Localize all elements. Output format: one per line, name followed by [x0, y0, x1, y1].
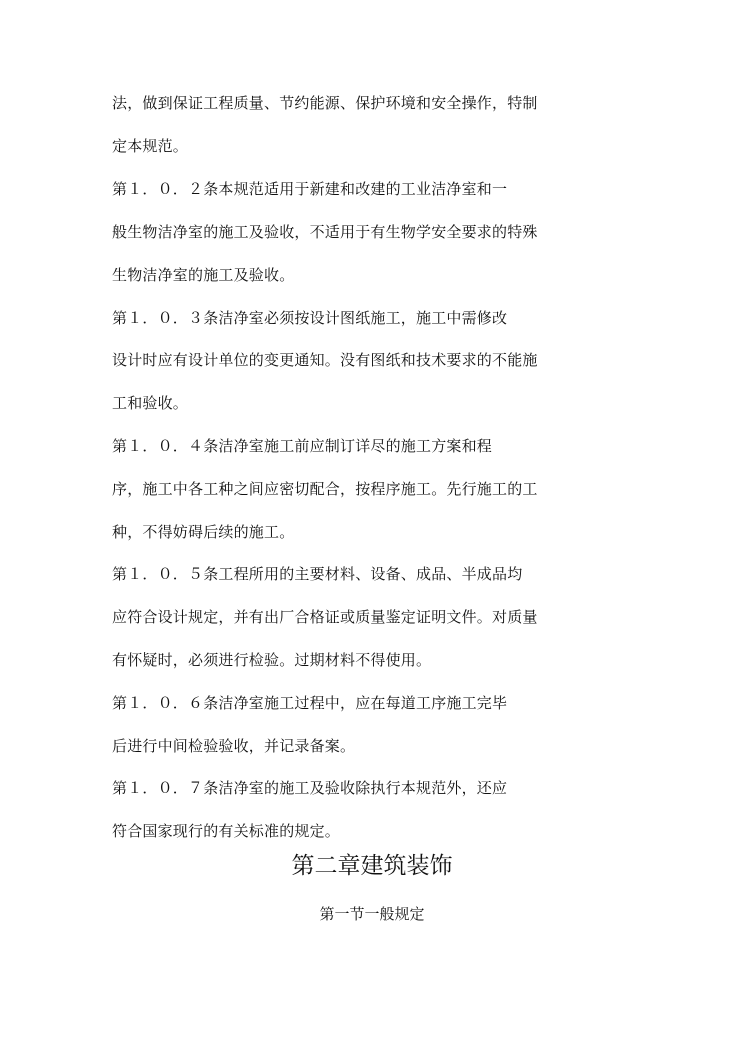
article-heading-line: 第１．０．２条本规范适用于新建和改建的工业洁净室和一 [112, 180, 508, 198]
body-text-line: 有怀疑时，必须进行检验。过期材料不得使用。 [112, 651, 432, 669]
body-text-line: 生物洁净室的施工及验收。 [112, 266, 295, 284]
body-text-line: 种，不得妨碍后续的施工。 [112, 523, 295, 541]
body-text-line: 般生物洁净室的施工及验收，不适用于有生物学安全要求的特殊 [112, 223, 538, 241]
article-heading-line: 第１．０．６条洁净室施工过程中，应在每道工序施工完毕 [112, 694, 508, 712]
body-text-line: 符合国家现行的有关标准的规定。 [112, 822, 341, 840]
body-text-line: 定本规范。 [112, 137, 189, 155]
section-title: 第一节一般规定 [319, 905, 425, 923]
article-heading-line: 第１．０．３条洁净室必须按设计图纸施工，施工中需修改 [112, 309, 508, 327]
body-text-line: 工和验收。 [112, 394, 189, 412]
body-text-line: 后进行中间检验验收，并记录备案。 [112, 737, 356, 755]
body-text-line: 法，做到保证工程质量、节约能源、保护环境和安全操作，特制 [112, 94, 538, 112]
article-heading-line: 第１．０．５条工程所用的主要材料、设备、成品、半成品均 [112, 565, 523, 583]
chapter-title: 第二章建筑装饰 [291, 853, 453, 879]
body-text-line: 序，施工中各工种之间应密切配合，按程序施工。先行施工的工 [112, 480, 538, 498]
body-text-line: 设计时应有设计单位的变更通知。没有图纸和技术要求的不能施 [112, 351, 538, 369]
body-text-line: 应符合设计规定，并有出厂合格证或质量鉴定证明文件。对质量 [112, 608, 538, 626]
article-heading-line: 第１．０．４条洁净室施工前应制订详尽的施工方案和程 [112, 437, 493, 455]
article-heading-line: 第１．０．７条洁净室的施工及验收除执行本规范外，还应 [112, 779, 508, 797]
